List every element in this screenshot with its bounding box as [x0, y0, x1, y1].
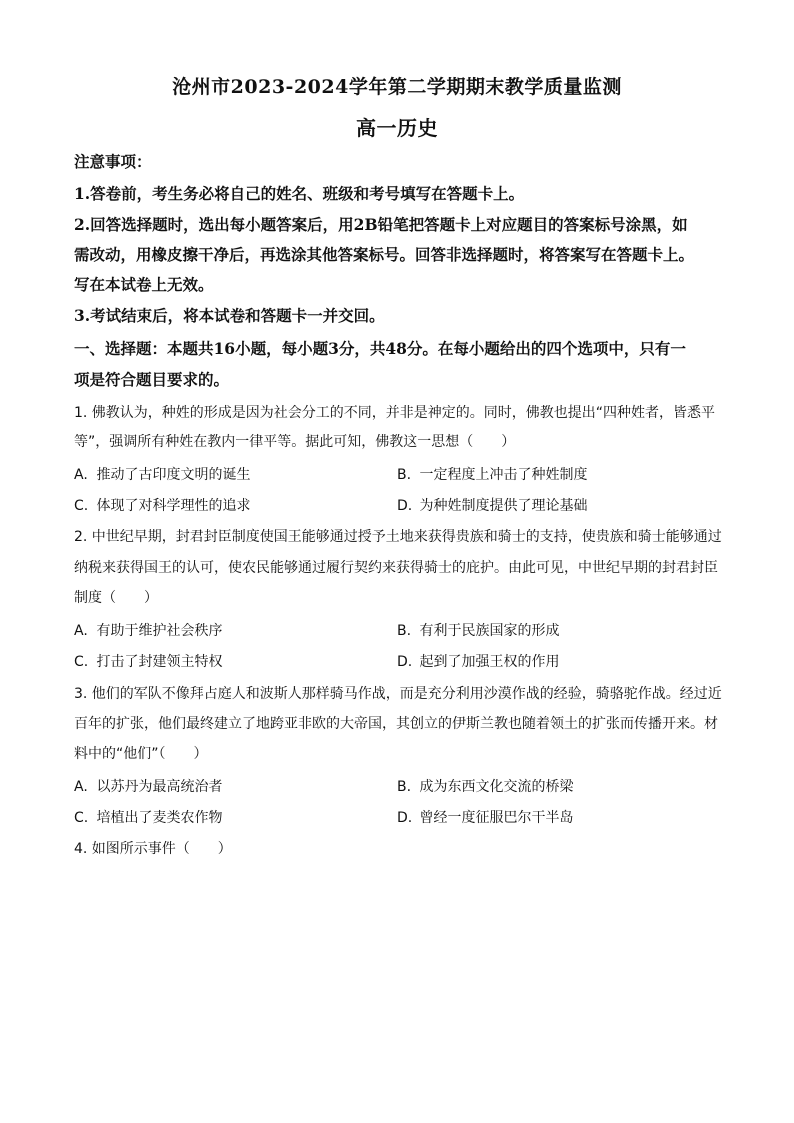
- option-label: D.: [397, 810, 413, 826]
- question-3-line-3: 料中的“他们”（ ）: [74, 746, 208, 762]
- question-3-option-c[interactable]: [74, 807, 222, 827]
- notes-heading: 注意事项：: [74, 152, 152, 171]
- option-text: 推动了古印度文明的诞生: [96, 467, 251, 483]
- question-2-option-a[interactable]: [74, 620, 222, 640]
- option-text: 有助于维护社会秩序: [96, 623, 223, 639]
- option-label: A.: [74, 467, 88, 483]
- option-text: 以苏丹为最高统治者: [96, 779, 223, 795]
- question-2-option-c[interactable]: [74, 651, 222, 671]
- option-text: 曾经一度征服巴尔干半岛: [419, 810, 574, 826]
- option-text: 为种姓制度提供了理论基础: [419, 498, 588, 514]
- option-label: C.: [74, 654, 89, 670]
- question-2-line-2: 纳税来获得国王的认可，使农民能够通过履行契约来获得骑士的庇护。由此可见，中世纪早期的封君封臣: [74, 560, 718, 576]
- option-label: B.: [397, 467, 412, 483]
- question-2-option-b[interactable]: [397, 620, 559, 640]
- option-label: C.: [74, 810, 89, 826]
- option-text: 起到了加强王权的作用: [419, 654, 560, 670]
- question-1-line-1: 1. 佛教认为，种姓的形成是因为社会分工的不同，并非是神定的。同时，佛教也提出“四种姓者，皆悉平: [74, 405, 716, 421]
- question-3-option-d[interactable]: [397, 807, 573, 827]
- question-3-line-1: 3. 他们的军队不像拜占庭人和波斯人那样骑马作战，而是充分利用沙漠作战的经验，骑骆驼作战。经过近: [74, 686, 722, 702]
- option-text: 体现了对科学理性的追求: [96, 498, 251, 514]
- question-2-line-1: 2. 中世纪早期，封君封臣制度使国王能够通过授予土地来获得贵族和骑士的支持，使贵族和骑士能够通过: [74, 529, 722, 545]
- note-3: 3.考试结束后，将本试卷和答题卡一并交回。: [74, 306, 385, 325]
- section-1-heading-cont: 项是符合题目要求的。: [74, 370, 230, 389]
- question-2-line-3: 制度（ ）: [74, 590, 158, 606]
- option-text: 培植出了麦类农作物: [96, 810, 223, 826]
- question-1-option-d[interactable]: [397, 495, 587, 515]
- question-1-option-a[interactable]: [74, 464, 250, 484]
- option-text: 成为东西文化交流的桥梁: [419, 779, 574, 795]
- note-2-line-1: 2.回答选择题时，选出每小题答案后，用2B铅笔把答题卡上对应题目的答案标号涂黑，如: [74, 215, 688, 234]
- option-label: A.: [74, 623, 88, 639]
- section-1-heading: 一、选择题：本题共16小题，每小题3分，共48分。在每小题给出的四个选项中，只有一: [74, 339, 686, 358]
- question-4-line-1: 4. 如图所示事件（ ）: [74, 841, 232, 857]
- question-2-option-d[interactable]: [397, 651, 559, 671]
- question-3-line-2: 百年的扩张，他们最终建立了地跨亚非欧的大帝国，其创立的伊斯兰教也随着领土的扩张而传播开来。材: [74, 716, 718, 732]
- question-3-option-a[interactable]: [74, 776, 222, 796]
- option-label: C.: [74, 498, 89, 514]
- option-label: D.: [397, 654, 413, 670]
- option-label: D.: [397, 498, 413, 514]
- option-text: 一定程度上冲击了种姓制度: [419, 467, 588, 483]
- option-label: B.: [397, 623, 412, 639]
- note-1: 1.答卷前，考生务必将自己的姓名、班级和考号填写在答题卡上。: [74, 184, 525, 203]
- option-text: 打击了封建领主特权: [96, 654, 223, 670]
- option-label: A.: [74, 779, 88, 795]
- exam-subject: 高一历史: [356, 116, 438, 140]
- note-2-line-3: 写在本试卷上无效。: [74, 275, 214, 294]
- exam-title: 沧州市2023-2024学年第二学期期末教学质量监测: [172, 76, 622, 98]
- question-1-option-c[interactable]: [74, 495, 250, 515]
- option-text: 有利于民族国家的形成: [419, 623, 560, 639]
- question-1-line-2: 等”，强调所有种姓在教内一律平等。据此可知，佛教这一思想（ ）: [74, 434, 516, 450]
- option-label: B.: [397, 779, 412, 795]
- question-3-option-b[interactable]: [397, 776, 573, 796]
- question-1-option-b[interactable]: [397, 464, 587, 484]
- note-2-line-2: 需改动，用橡皮擦干净后，再选涂其他答案标号。回答非选择题时，将答案写在答题卡上。: [74, 245, 695, 264]
